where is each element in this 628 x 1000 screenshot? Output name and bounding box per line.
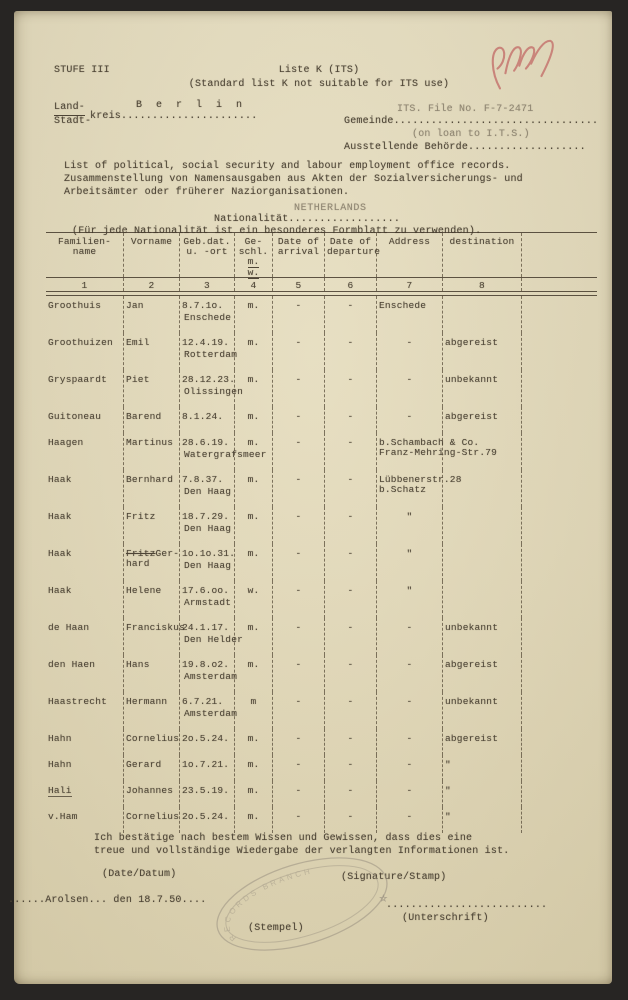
cell-birth [179,470,234,507]
header-label: Date of [277,236,320,247]
red-handwriting-annotation-icon [484,33,574,95]
cell-familienname [46,655,123,692]
cell-familienname [46,755,123,781]
cell-destination: abgereist [442,729,522,755]
cell-sex: m. [234,544,272,581]
familienname-text: Hahn [48,732,72,744]
address-line: - [406,758,413,770]
header-label: Date of [329,236,372,247]
cell-vorname [123,807,179,833]
table-row [46,296,522,333]
cell-sex: m. [234,781,272,807]
cell-address [376,433,498,470]
cell-departure: - [324,729,376,755]
cell-arrival: - [272,296,324,333]
vorname-text: Emil [126,336,150,348]
cell-vorname [123,755,179,781]
header-cell [46,233,123,277]
column-number: 4 [234,278,272,291]
cell-sex: m. [234,407,272,433]
cell-vorname [123,581,179,618]
cell-arrival: - [272,729,324,755]
certification-line-2: treue und vollständige Wiedergabe der verlangten Informationen ist. [94,846,510,857]
address-line: - [406,373,413,385]
cell-address [376,807,442,833]
birth-date: 2o.5.24. [182,732,230,744]
cell-arrival: - [272,370,324,407]
table-rows [46,296,597,833]
cell-birth [179,692,238,729]
familienname-text: Haastrecht [48,695,108,707]
birth-date: 23.5.19. [182,784,230,796]
table-row [46,618,522,655]
cell-departure: - [324,296,376,333]
cell-vorname [123,655,179,692]
header-cell [234,233,272,277]
cell-destination: abgereist [442,333,522,370]
description-german-1: Zusammenstellung von Namensausgaben aus Akten der Sozialversicherungs- und [64,174,523,185]
address-line: - [406,336,413,348]
cell-familienname [46,470,123,507]
header-cell [324,233,381,277]
cell-address [376,296,442,333]
stamp-text: RECORDS BRANCH [221,866,314,943]
cell-address [376,407,442,433]
cell-departure: - [324,655,376,692]
familienname-text: Haak [48,510,72,522]
cell-address [376,544,442,581]
vorname-text: Piet [126,373,150,385]
land-label: Land- [54,101,85,116]
cell-destination: " [442,781,522,807]
address-line: - [406,695,413,707]
table-row [46,581,522,618]
birth-place: Olissingen [184,385,244,397]
header-cell [272,233,324,277]
familienname-text: Hahn [48,758,72,770]
cell-vorname [123,781,179,807]
familienname-text: Groothuizen [48,336,113,348]
header-cell [442,233,522,277]
cell-vorname [123,692,179,729]
birth-place: Den Haag [184,485,232,497]
column-number: 2 [123,278,179,291]
table-row [46,507,522,544]
birth-date: 1o.7.21. [182,758,230,770]
cell-address [376,692,442,729]
birth-place: Armstadt [184,596,232,608]
vorname-text: Bernhard [126,473,174,485]
cell-sex: m [234,692,272,729]
cell-vorname [123,618,186,655]
description-english: List of political, social security and labour employment office records. [64,161,511,172]
cell-destination: " [442,755,522,781]
cell-birth [179,618,244,655]
cell-arrival: - [272,544,324,581]
cell-arrival: - [272,807,324,833]
header-label: m. [247,256,260,267]
cell-destination [442,470,522,507]
cell-birth [179,755,234,781]
cell-familienname [46,370,123,407]
cell-sex: m. [234,755,272,781]
nationality-value: NETHERLANDS [294,203,367,214]
document-subtitle: (Standard list K not suitable for ITS use) [188,79,450,90]
cell-departure: - [324,618,376,655]
cell-birth [179,507,234,544]
address-line: Franz-Mehring-Str.79 [379,447,498,458]
cell-birth [179,807,234,833]
cell-address [376,507,442,544]
address-line: Lübbenerstr.28 [379,473,462,485]
familienname-text: Haak [48,473,72,485]
cell-birth [179,370,244,407]
stufe-label: STUFE III [54,65,110,76]
birth-date: 6.7.21. [182,695,224,707]
cell-familienname [46,807,123,833]
header-label: schl. [238,246,269,257]
stamp-star-icon: ★ [380,893,387,905]
cell-address [376,781,442,807]
cell-birth [179,333,238,370]
cell-departure: - [324,755,376,781]
familienname-text: Haak [48,584,72,596]
vorname-text: Helene [126,584,162,596]
header-label: Vorname [130,236,173,247]
address-line: " [406,510,413,522]
cell-familienname [46,781,123,807]
familienname-text: Groothuis [48,299,102,311]
cell-vorname [123,333,179,370]
birth-place: Den Helder [184,633,244,645]
cell-arrival: - [272,333,324,370]
cell-destination [442,433,522,470]
cell-vorname [123,433,179,470]
cell-destination: abgereist [442,655,522,692]
vorname-text: Johannes [126,784,174,796]
column-number: 5 [272,278,324,291]
cell-arrival: - [272,407,324,433]
birth-date: 19.8.o2. [182,658,230,670]
birth-date: 7.8.37. [182,473,224,485]
cell-address [376,618,442,655]
vorname-text: Hermann [126,695,168,707]
behoerde-dotted-line: Ausstellende Behörde................... [344,142,586,153]
header-label: Geb.dat. [183,236,231,247]
cell-birth [179,544,234,581]
document-title: Liste K (ITS) [278,65,360,76]
description-german-2: Arbeitsämter oder früherer Naziorganisationen. [64,187,350,198]
cell-arrival: - [272,507,324,544]
cell-birth [179,407,234,433]
column-number: 3 [179,278,234,291]
table-row [46,544,522,581]
table-row [46,333,522,370]
birth-date: 18.7.29. [182,510,230,522]
cell-familienname [46,296,123,333]
table-header [46,233,522,277]
numbers-rule-1 [46,291,597,292]
header-cell [123,233,179,277]
address-line: - [406,658,413,670]
cell-departure: - [324,370,376,407]
cell-birth [179,655,238,692]
address-line: b.Schambach & Co. [379,436,480,448]
birth-date: 8.1.24. [182,410,224,422]
cell-sex: m. [234,370,272,407]
cell-destination: unbekannt [442,370,522,407]
table-row [46,692,522,729]
cell-vorname [123,370,179,407]
cell-arrival: - [272,470,324,507]
cell-vorname [123,729,179,755]
cell-familienname [46,433,123,470]
familienname-text: de Haan [48,621,90,633]
cell-familienname [46,544,123,581]
header-label: arrival [277,246,320,257]
cell-sex: w. [234,581,272,618]
cell-destination [442,581,522,618]
table-row [46,370,522,407]
header-label: destination [449,236,515,247]
cell-destination [442,296,522,333]
cell-sex: m. [234,655,272,692]
cell-arrival: - [272,581,324,618]
cell-address [376,333,442,370]
table-row [46,470,522,507]
header-label: Familien- [57,236,112,247]
table-row [46,655,522,692]
familienname-text: Haak [48,547,72,559]
document-paper [8,11,612,984]
vorname-text: Jan [126,299,144,311]
birth-place: Den Haag [184,522,232,534]
column-number: 7 [376,278,442,291]
birth-place: Amsterdam [184,707,238,719]
nationality-dotted-line: Nationalität.................. [214,214,401,225]
cell-destination: " [442,807,522,833]
column-number: 8 [442,278,522,291]
cell-vorname [123,507,179,544]
familienname-text: v.Ham [48,810,78,822]
birth-date: 1o.1o.31. [182,547,236,559]
cell-familienname [46,692,123,729]
header-label: u. -ort [186,246,228,257]
table-row [46,407,522,433]
cell-destination: abgereist [442,407,522,433]
date-label: (Date/Datum) [102,869,177,880]
cell-departure: - [324,333,376,370]
column-number: 1 [81,280,88,291]
cell-arrival: - [272,781,324,807]
cell-familienname [46,333,123,370]
cell-arrival: - [272,618,324,655]
cell-departure: - [324,544,376,581]
cell-destination: unbekannt [442,692,522,729]
cell-destination: unbekannt [442,618,522,655]
table-row [46,433,522,470]
vorname-text: Fritz [126,510,156,522]
cell-familienname [46,729,123,755]
cell-arrival: - [272,655,324,692]
cell-address [376,581,442,618]
cell-arrival: - [272,692,324,729]
nationality-note: (Für jede Nationalität ist ein besonderes Formblatt zu verwenden). [72,226,482,237]
cell-sex: m. [234,507,272,544]
vorname-text: Franciskus [126,621,186,633]
cell-destination [442,544,522,581]
cell-address [376,729,442,755]
vorname-text: Cornelius [126,810,180,822]
gemeinde-dotted-line: Gemeinde................................. [344,116,599,127]
cell-vorname [123,407,179,433]
header-label: name [72,246,97,257]
address-line: - [406,732,413,744]
cell-vorname [123,544,179,581]
header-label: departure [327,246,381,257]
its-file-number: ITS. File No. F-7-2471 [397,104,534,115]
birth-date: 2o.5.24. [182,810,230,822]
cell-departure: - [324,433,376,470]
cell-familienname [46,618,123,655]
familienname-text: Haagen [48,436,84,448]
signature-label: (Signature/Stamp) [341,872,447,883]
vorname-text: Gerard [126,758,162,770]
birth-date: 28.6.19. [182,436,230,448]
oval-stamp-icon [202,849,402,959]
cell-sex: m. [234,296,272,333]
familienname-text: Gryspaardt [48,373,108,385]
cell-sex: m. [234,729,272,755]
vorname-text: Ger- [155,547,180,559]
birth-date: 12.4.19. [182,336,230,348]
date-value-line: ......Arolsen... den 18.7.50.... [8,895,207,906]
cell-destination [442,507,522,544]
header-cell [179,233,234,277]
cell-departure: - [324,407,376,433]
address-line: b.Schatz [379,484,427,495]
records-table [46,232,597,833]
table-row [46,807,522,833]
birth-date: 28.12.23. [182,373,236,385]
cell-birth [179,581,234,618]
address-line: - [406,810,413,822]
birth-date: 8.7.1o. [182,299,224,311]
cell-sex: m. [234,807,272,833]
cell-address [376,470,462,507]
vorname-text: Martinus [126,436,174,448]
cell-familienname [46,407,123,433]
birth-place: Watergrafsmeer [184,448,267,460]
vorname-text: Hans [126,658,150,670]
cell-vorname [123,470,179,507]
header-label: w. [247,267,260,278]
certification-line-1: Ich bestätige nach bestem Wissen und Gewissen, dass dies eine [94,833,473,844]
cell-familienname [46,507,123,544]
vorname-text-line2: hard [126,558,150,569]
header-label: Ge- [244,236,263,247]
cell-address [376,755,442,781]
cell-birth [179,296,234,333]
stempel-label: (Stempel) [248,923,304,934]
header-label: Address [388,236,431,247]
cell-address [376,655,442,692]
cell-address [376,370,442,407]
cell-departure: - [324,581,376,618]
cell-departure: - [324,470,376,507]
cell-sex: m. [234,470,272,507]
cell-birth [179,729,234,755]
on-loan-note: (on loan to I.T.S.) [412,129,530,140]
cell-arrival: - [272,755,324,781]
cell-departure: - [324,507,376,544]
familienname-text: Hali [48,784,72,796]
cell-birth [179,433,267,470]
address-line: - [406,621,413,633]
table-numbers [46,278,522,291]
kreis-value: B e r l i n [136,100,247,111]
cell-sex: m. [234,333,272,370]
table-row [46,781,522,807]
familienname-text: den Haen [48,658,96,670]
signature-dotted-line: .......................... [386,900,548,911]
address-line: " [406,584,413,596]
cell-sex: m. [234,433,272,470]
birth-date: 24.1.17. [182,621,230,633]
cell-vorname [123,296,179,333]
address-line: " [406,547,413,559]
cell-arrival: - [272,433,324,470]
cell-birth [179,781,234,807]
birth-place: Amsterdam [184,670,238,682]
cell-departure: - [324,692,376,729]
table-row [46,729,522,755]
birth-place: Enschede [184,311,232,323]
header-cell [376,233,442,277]
cell-sex: m. [234,618,272,655]
kreis-dotted-line: kreis...................... [90,111,258,122]
birth-place: Rotterdam [184,348,238,360]
cell-departure: - [324,807,376,833]
cell-familienname [46,581,123,618]
birth-date: 17.6.oo. [182,584,230,596]
vorname-struck-text: Fritz [126,547,156,559]
familienname-text: Guitoneau [48,410,102,422]
address-line: - [406,784,413,796]
cell-departure: - [324,781,376,807]
birth-place: Den Haag [184,559,232,571]
vorname-text: Cornelius [126,732,180,744]
stadt-label: Stadt- [54,116,92,127]
column-number: 6 [324,278,376,291]
vorname-text: Barend [126,410,162,422]
address-line: Enschede [379,299,427,311]
address-line: - [406,410,413,422]
unterschrift-label: (Unterschrift) [402,913,489,924]
table-row [46,755,522,781]
